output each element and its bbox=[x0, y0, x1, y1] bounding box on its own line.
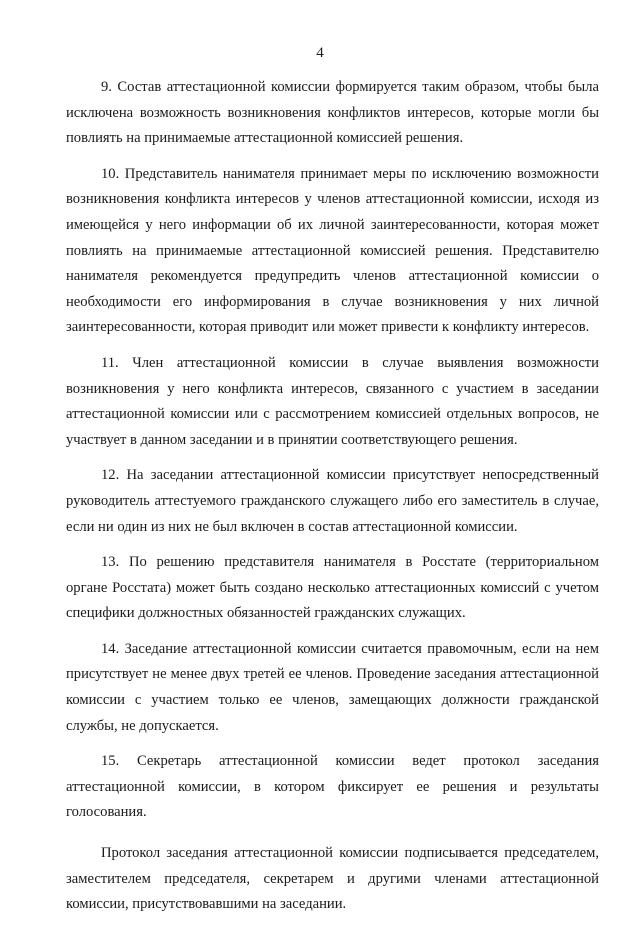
paragraph-13: 13. По решению представителя нанимателя в Росстате (территориальном органе Росстата) может быть создано несколько аттестационных комиссий с учетом специфики должностных обязанностей гражданских служащих. bbox=[66, 554, 599, 622]
paragraph-15: 15. Секретарь аттестационной комиссии ведет протокол заседания аттестационной комиссии, в котором фиксирует ее решения и результаты голосования. bbox=[66, 753, 599, 821]
paragraph-11: 11. Член аттестационной комиссии в случае выявления возможности возникновения у него конфликта интересов, связанного с участием в заседании аттестационной комиссии или с рассмотрением комиссией отдельных вопросов, не участвует в данном заседании и в принятии соответствующего решения. bbox=[66, 354, 599, 448]
document-body bbox=[66, 75, 599, 928]
paragraph-14: 14. Заседание аттестационной комиссии считается правомочным, если на нем присутствует не менее двух третей ее членов. Проведение заседания аттестационной комиссии с участием только ее членов, замещающих должности гражданской службы, не допускается. bbox=[66, 640, 599, 734]
paragraph-10: 10. Представитель нанимателя принимает меры по исключению возможности возникновения конфликта интересов у членов аттестационной комиссии, исходя из имеющейся у него информации об их личной заинтересованности, которая может повлиять на принимаемые аттестационной комиссией решения. Представителю нанимателя рекомендуется предупредить членов аттестационной комиссии о необходимости его информирования в случае возникновения у них личной заинтересованности, которая приводит или может привести к конфликту интересов. bbox=[66, 165, 599, 336]
paragraph-9: 9. Состав аттестационной комиссии формируется таким образом, чтобы была исключена возможность возникновения конфликтов интересов, которые могли бы повлиять на принимаемые аттестационной комиссией решения. bbox=[66, 79, 599, 147]
paragraph-12: 12. На заседании аттестационной комиссии присутствует непосредственный руководитель аттестуемого гражданского служащего либо его заместитель в случае, если ни один из них не был включен в состав аттестационной комиссии. bbox=[66, 467, 599, 535]
page-number: 4 bbox=[316, 45, 324, 61]
paragraph-protocol: Протокол заседания аттестационной комиссии подписывается председателем, заместителем председателя, секретарем и другими членами аттестационной комиссии, присутствовавшими на заседании. bbox=[66, 845, 599, 913]
